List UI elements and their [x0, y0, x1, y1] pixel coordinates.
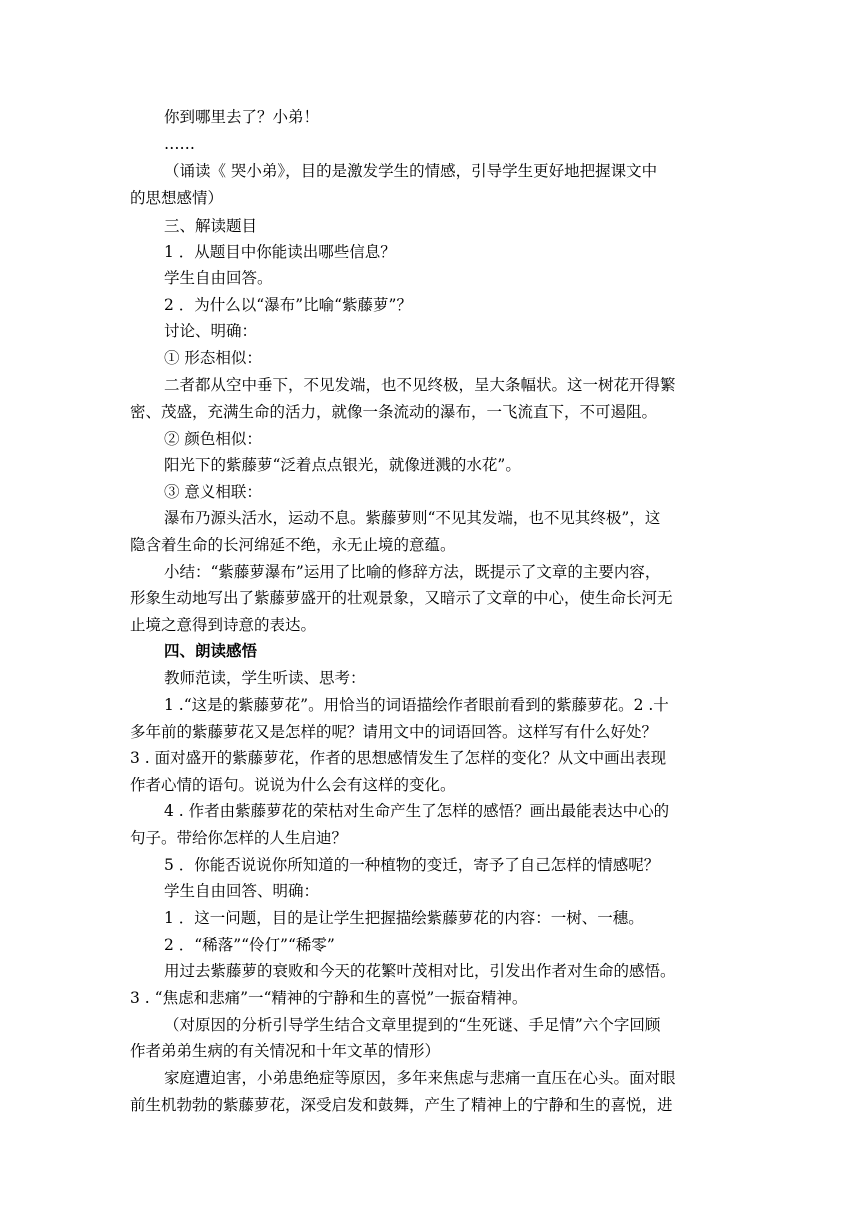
text-line: 2 ．为什么以“瀑布”比喻“紫藤萝”？ — [164, 296, 412, 314]
text-line: 隐含着生命的长河绵延不绝，永无止境的意蕴。 — [130, 536, 456, 554]
text-line: 教师范读，学生听读、思考： — [164, 669, 366, 687]
text-line: …… — [164, 135, 195, 153]
text-line: ① 形态相似： — [164, 349, 262, 367]
text-line: 多年前的紫藤萝花又是怎样的呢？请用文中的词语回答。这样写有什么好处？ — [130, 723, 658, 741]
text-line: （对原因的分析引导学生结合文章里提到的“生死谜、手足情”六个字回顾 — [164, 1016, 661, 1034]
text-line: 止境之意得到诗意的表达。 — [130, 616, 317, 634]
text-line: 家庭遭迫害，小弟患绝症等原因，多年来焦虑与悲痛一直压在心头。面对眼 — [164, 1069, 676, 1087]
text-line: 4 . 作者由紫藤萝花的荣枯对生命产生了怎样的感悟？画出最能表达中心的 — [164, 802, 670, 820]
text-line: 前生机勃勃的紫藤萝花，深受启发和鼓舞，产生了精神上的宁静和生的喜悦，进 — [130, 1096, 673, 1114]
text-line: 3 . 面对盛开的紫藤萝花，作者的思想感情发生了怎样的变化？从文中画出表现 — [130, 749, 667, 767]
text-line: 学生自由回答、明确： — [164, 882, 320, 900]
text-line: 1 ．从题目中你能读出哪些信息？ — [164, 243, 396, 261]
text-line: 阳光下的紫藤萝“泛着点点银光，就像迸溅的水花”。 — [164, 456, 521, 474]
text-line: 讨论、明确： — [164, 322, 258, 340]
text-line: 1 ．这一问题，目的是让学生把握描绘紫藤萝花的内容：一树、一穗。 — [164, 909, 644, 927]
text-line: 密、茂盛，充满生命的活力，就像一条流动的瀑布，一飞流直下，不可遏阻。 — [130, 403, 658, 421]
text-line: 小结：“紫藤萝瀑布”运用了比喻的修辞方法，既提示了文章的主要内容， — [164, 563, 661, 581]
text-line: 的思想感情） — [130, 189, 224, 207]
text-line: ③ 意义相联： — [164, 483, 262, 501]
text-line: 句子。带给你怎样的人生启迪？ — [130, 829, 348, 847]
text-line: 1 .“这是的紫藤萝花”。用恰当的词语描绘作者眼前看到的紫藤萝花。2 .十 — [164, 696, 669, 714]
text-line: 瀑布乃源头活水，运动不息。紫藤萝则“不见其发端，也不见其终极”，这 — [164, 509, 661, 527]
text-line: 学生自由回答。 — [164, 269, 273, 287]
text-line: 5 ．你能否说说你所知道的一种植物的变迁，寄予了自己怎样的情感呢？ — [164, 856, 660, 874]
section-heading: 四、朗读感悟 — [164, 641, 258, 660]
text-line: 2 ．“稀落”“伶仃”“稀零” — [164, 936, 335, 954]
text-line: 作者弟弟生病的有关情况和十年文革的情形） — [130, 1042, 441, 1060]
text-line: 用过去紫藤萝的衰败和今天的花繁叶茂相对比，引发出作者对生命的感悟。 — [164, 962, 676, 980]
section-heading: 三、解读题目 — [164, 217, 258, 235]
text-line: ② 颜色相似： — [164, 430, 262, 448]
text-line: 作者心情的语句。说说为什么会有这样的变化。 — [130, 776, 456, 794]
text-line: （诵读《 哭小弟》，目的是激发学生的情感，引导学生更好地把握课文中 — [164, 162, 658, 180]
text-line: 你到哪里去了？小弟！ — [164, 108, 320, 126]
text-line: 形象生动地写出了紫藤萝盛开的壮观景象，又暗示了文章的中心，使生命长河无 — [130, 589, 673, 607]
text-line: 二者都从空中垂下，不见发端，也不见终极，呈大条幅状。这一树花开得繁 — [164, 376, 676, 394]
text-line: 3 . “焦虑和悲痛”一“精神的宁静和生的喜悦”一振奋精神。 — [130, 989, 528, 1007]
